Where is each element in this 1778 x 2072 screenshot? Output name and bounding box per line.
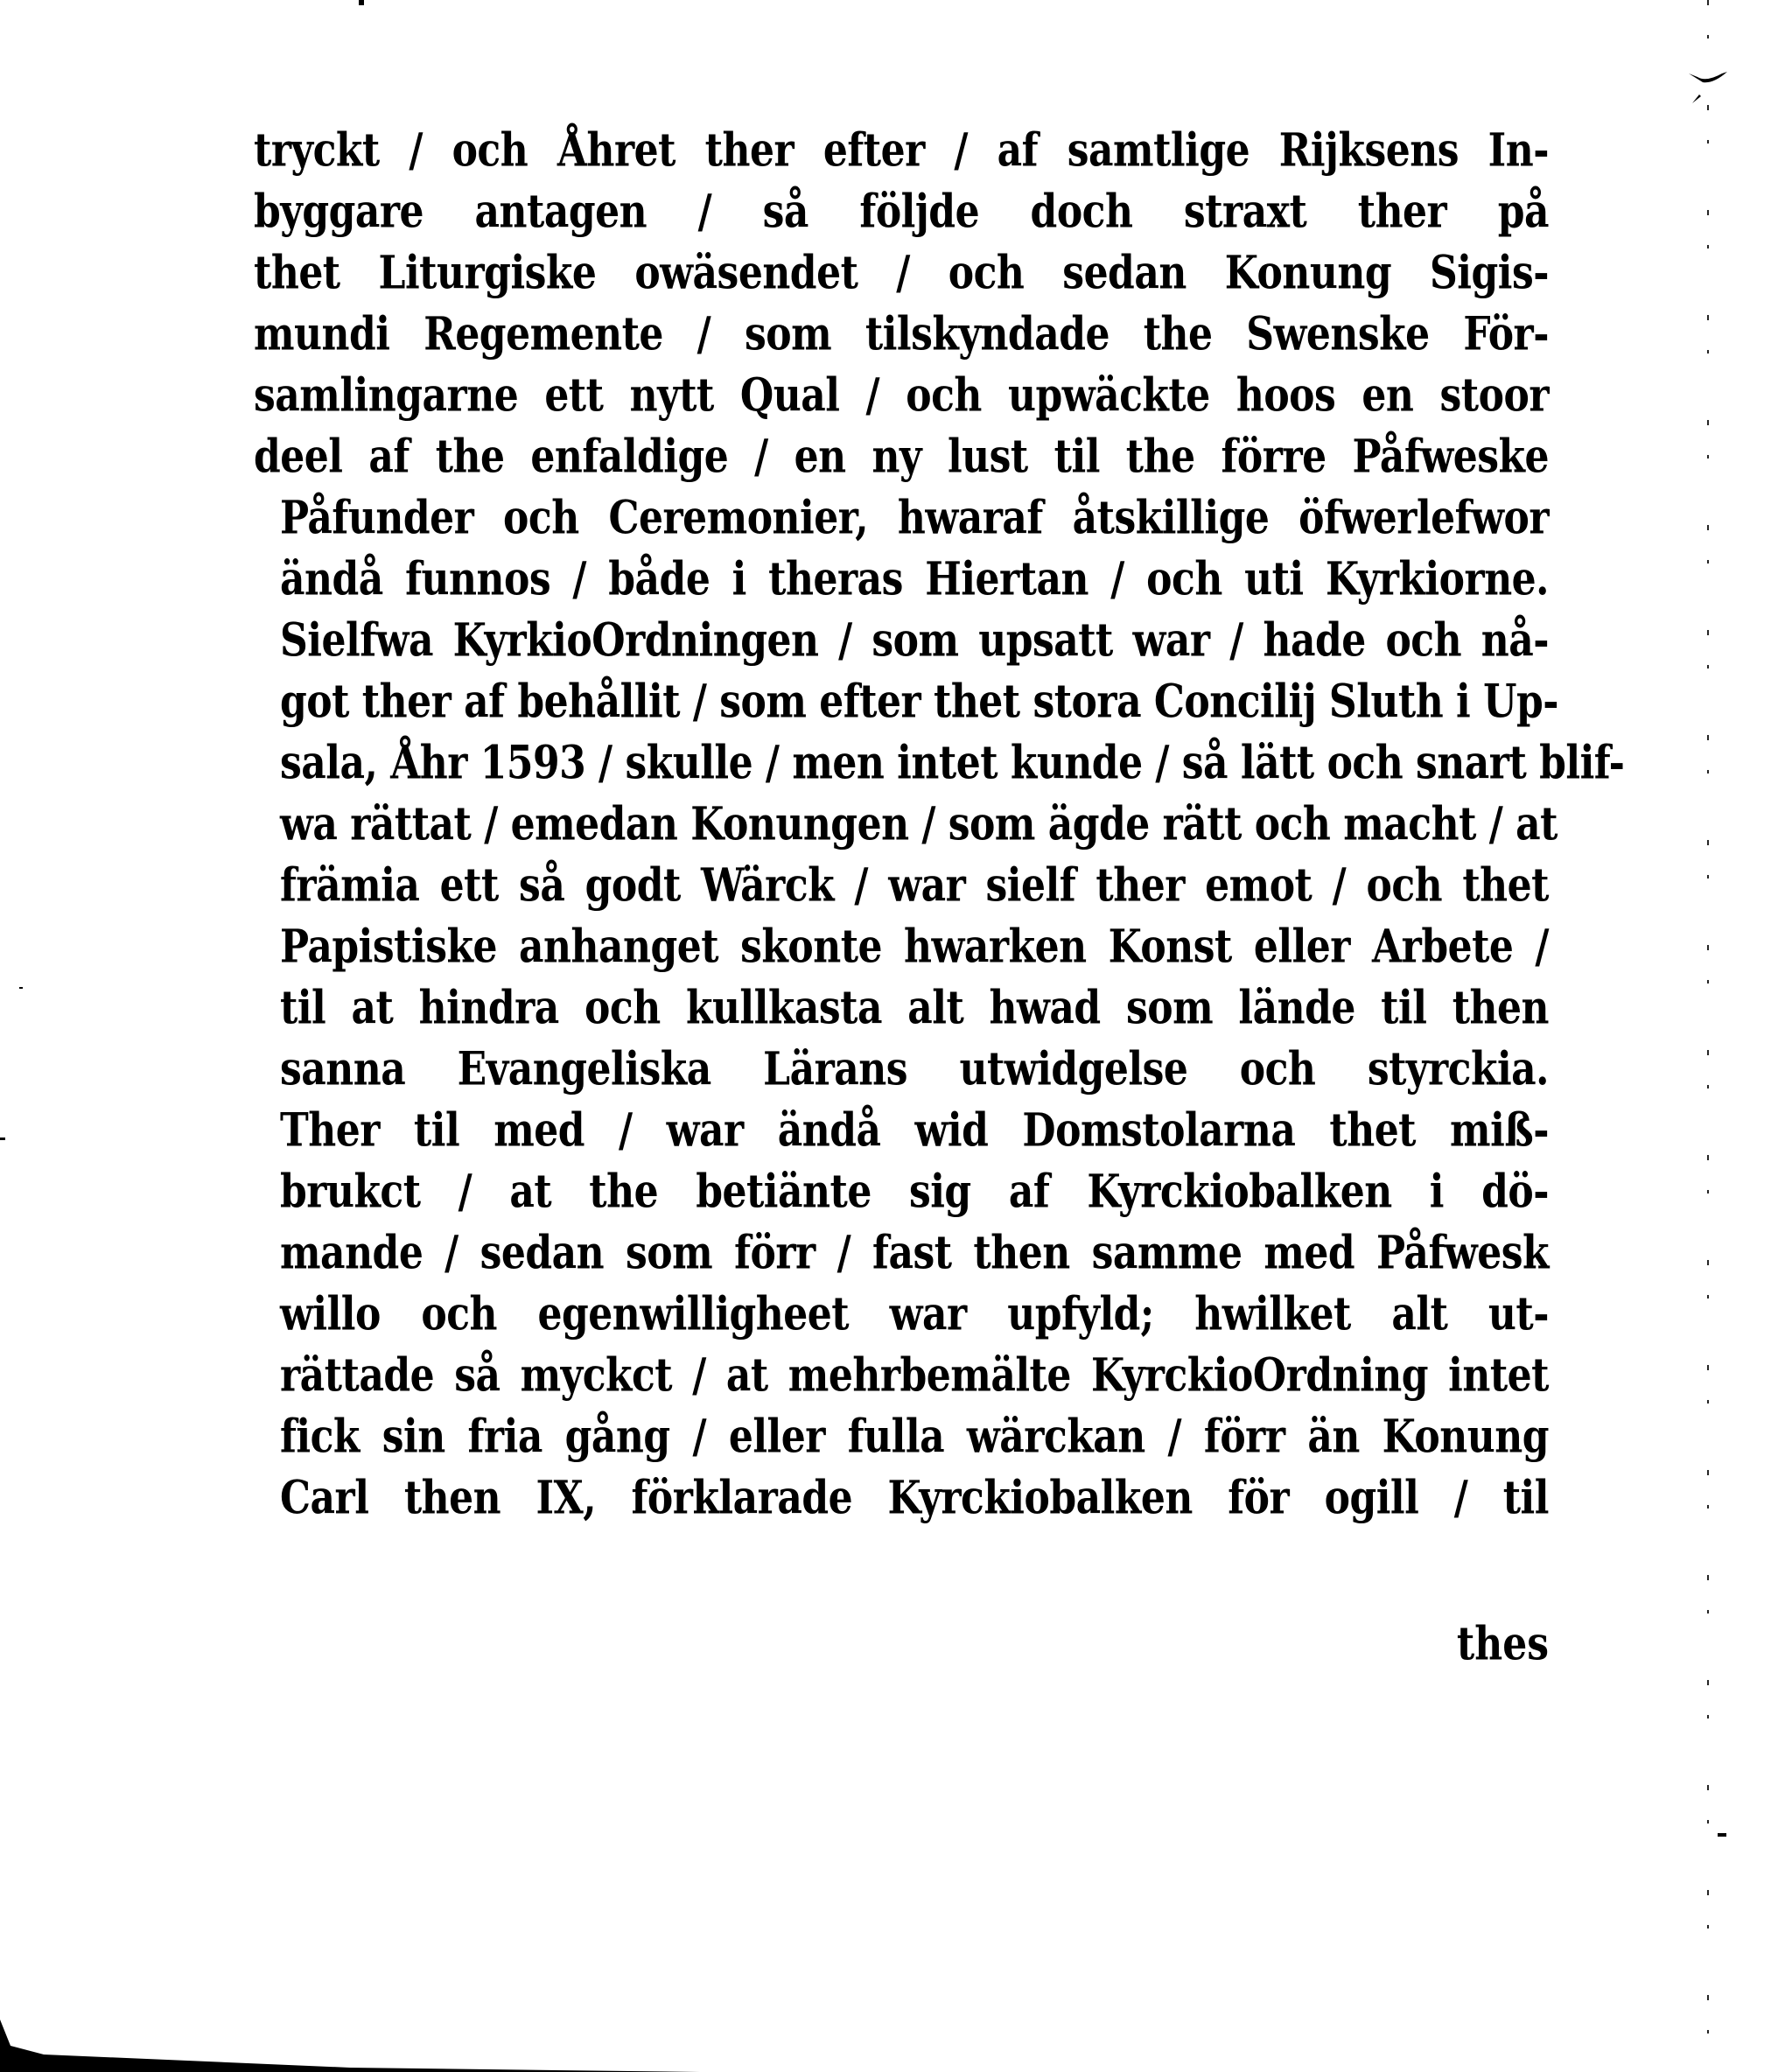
text-line: främia ett så godt Wärck / war sielf ther emot / och thet	[280, 859, 1549, 913]
text-line: Sielfwa KyrkioOrdningen / som upsatt war / hade och nå-	[280, 614, 1549, 668]
text-line: deel af the enfaldige / en ny lust til the förre Påfweske	[254, 430, 1549, 484]
text-line: Carl then IX, förklarade Kyrckiobalken för ogill / til	[280, 1472, 1549, 1525]
text-line: til at hindra och kullkasta alt hwad som lände til then	[280, 982, 1549, 1035]
text-line: fick sin fria gång / eller fulla wärckan / förr än Konung	[280, 1410, 1549, 1464]
text-line: samlingarne ett nytt Qual / och upwäckte hoos en stoor	[254, 369, 1549, 423]
body-text	[254, 121, 1625, 1530]
text-line: got ther af behållit / som efter thet stora Concilij Sluth i Up-	[280, 676, 1558, 729]
text-line: Papistiske anhanget skonte hwarken Konst eller Arbete /	[280, 920, 1549, 974]
text-line: mundi Regemente / som tilskyndade the Swenske För-	[254, 308, 1549, 361]
text-line: Påfunder och Ceremonier, hwaraf åtskillige öfwerlefwor	[280, 492, 1549, 545]
text-line: mande / sedan som förr / fast then samme med Påfwesk	[280, 1227, 1549, 1280]
text-line: wa rättat / emedan Konungen / som ägde rätt och macht / at	[280, 798, 1558, 851]
text-line: tryckt / och Åhret ther efter / af samtlige Rijksens In-	[254, 124, 1549, 178]
text-line: sala, Åhr 1593 / skulle / men intet kunde / så lätt och snart blif-	[280, 737, 1625, 790]
text-line: willo och egenwilligheet war upfyld; hwilket alt ut-	[280, 1288, 1549, 1341]
scan-speck	[0, 1138, 5, 1140]
text-line: rättade så myckct / at mehrbemälte KyrckioOrdning intet	[280, 1349, 1549, 1403]
text-line: brukct / at the betiänte sig af Kyrckiobalken i dö-	[280, 1166, 1549, 1219]
scan-speck	[359, 0, 364, 5]
scan-speck	[1718, 1833, 1726, 1837]
fold-mark-icon	[1687, 68, 1731, 103]
text-line: thet Liturgiske owäsendet / och sedan Konung Sigis-	[254, 247, 1549, 300]
gutter-fold-line	[1707, 0, 1709, 2072]
catchword: thes	[1456, 1618, 1549, 1671]
page-corner-shadow	[0, 2020, 700, 2072]
text-line: ändå funnos / både i theras Hiertan / och uti Kyrkiorne.	[280, 553, 1549, 606]
text-line: sanna Evangeliska Lärans utwidgelse och styrckia.	[280, 1043, 1549, 1096]
text-line: Ther til med / war ändå wid Domstolarna thet miß-	[280, 1104, 1549, 1158]
scan-speck	[19, 987, 23, 989]
text-line: byggare antagen / så följde doch straxt ther på	[254, 186, 1549, 239]
